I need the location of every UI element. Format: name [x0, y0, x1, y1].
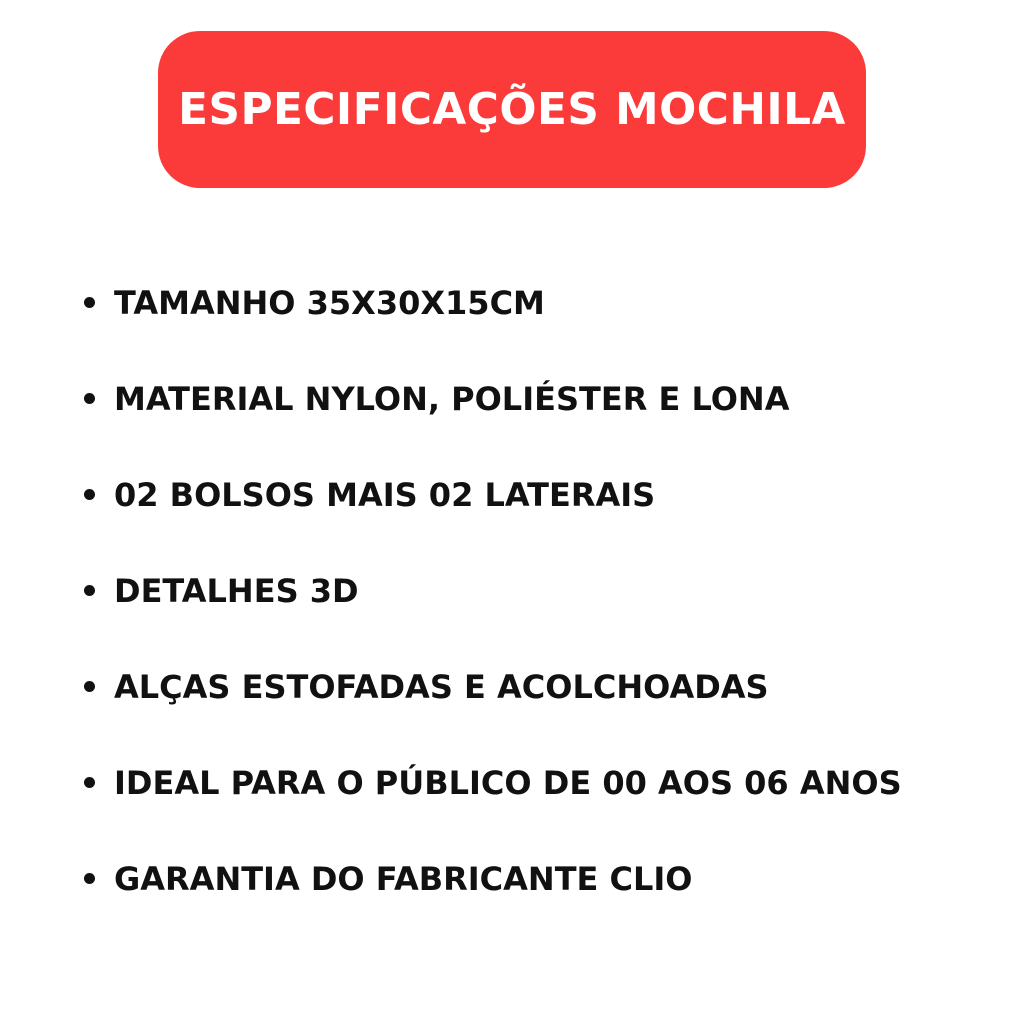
spec-text: ALÇAS ESTOFADAS E ACOLCHOADAS	[114, 668, 769, 706]
list-item	[0, 832, 1024, 928]
bullet-icon	[84, 777, 95, 788]
spec-text: TAMANHO 35X30X15CM	[114, 284, 545, 322]
spec-text: DETALHES 3D	[114, 572, 359, 610]
list-item	[0, 256, 1024, 352]
bullet-icon	[84, 585, 95, 596]
bullet-icon	[84, 393, 95, 404]
list-item	[0, 544, 1024, 640]
bullet-icon	[84, 489, 95, 500]
list-item	[0, 640, 1024, 736]
bullet-icon	[84, 681, 95, 692]
bullet-icon	[84, 297, 95, 308]
list-item	[0, 352, 1024, 448]
title-banner	[158, 31, 866, 188]
spec-text: GARANTIA DO FABRICANTE CLIO	[114, 860, 693, 898]
list-item	[0, 448, 1024, 544]
bullet-icon	[84, 873, 95, 884]
spec-text: 02 BOLSOS MAIS 02 LATERAIS	[114, 476, 656, 514]
page-title: ESPECIFICAÇÕES MOCHILA	[178, 83, 846, 135]
list-item	[0, 736, 1024, 832]
spec-text: IDEAL PARA O PÚBLICO DE 00 AOS 06 ANOS	[114, 764, 902, 802]
spec-list	[0, 256, 1024, 928]
spec-text: MATERIAL NYLON, POLIÉSTER E LONA	[114, 380, 790, 418]
